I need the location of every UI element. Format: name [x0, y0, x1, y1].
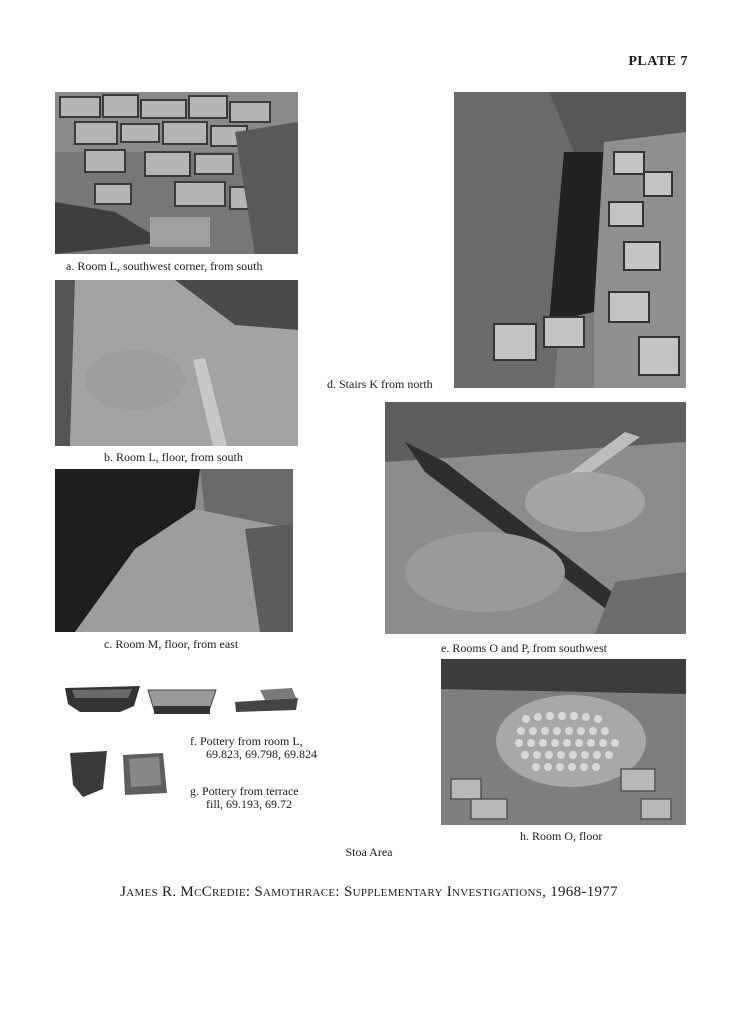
- caption-g-line1: g. Pottery from terrace: [190, 784, 299, 798]
- section-title: Stoa Area: [345, 845, 393, 859]
- photo-b-room-l-floor: [55, 280, 298, 446]
- photo-c-room-m-floor: [55, 469, 293, 632]
- caption-a: a. Room L, southwest corner, from south: [66, 259, 263, 273]
- caption-e: e. Rooms O and P, from southwest: [441, 641, 607, 655]
- photo-f-pottery-room-l: [60, 680, 300, 718]
- caption-h: h. Room O, floor: [520, 829, 603, 843]
- caption-c: c. Room M, floor, from east: [104, 637, 239, 651]
- plate-label: PLATE 7: [628, 54, 688, 69]
- caption-f-line2: 69.823, 69.798, 69.824: [206, 747, 317, 761]
- photo-g-pottery-terrace-fill: [65, 745, 170, 803]
- caption-b: b. Room L, floor, from south: [104, 450, 243, 464]
- caption-d: d. Stairs K from north: [327, 377, 433, 391]
- photo-d-stairs-k: [454, 92, 686, 388]
- running-footer: James R. McCredie: Samothrace: Supplementary Investigations, 1968-1977: [120, 884, 618, 900]
- photo-h-room-o-floor: [441, 659, 686, 825]
- caption-g-line2: fill, 69.193, 69.72: [206, 797, 292, 811]
- photo-a-room-l-southwest-corner: [55, 92, 298, 254]
- photo-e-rooms-o-and-p: [385, 402, 686, 634]
- caption-f-line1: f. Pottery from room L,: [190, 734, 303, 748]
